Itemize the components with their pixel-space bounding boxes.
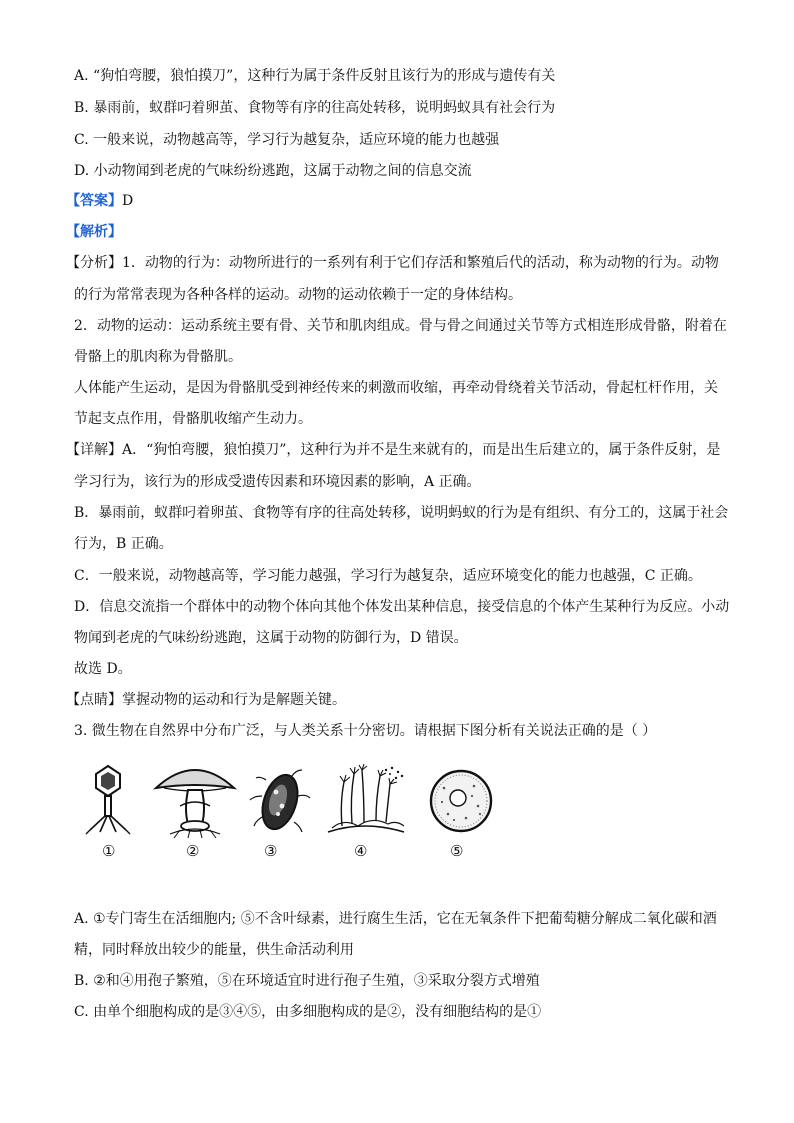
mushroom-illustration <box>150 758 240 840</box>
xiangjie-line-6: D．信息交流指一个群体中的动物个体向其他个体发出某种信息，接受信息的个体产生某种行为反应。小动 <box>74 599 730 615</box>
bacterium-illustration <box>248 766 312 836</box>
q3-option-b: B. ②和④用孢子繁殖，⑤在环境适宜时进行孢子生殖，③采取分裂方式增殖 <box>74 973 540 989</box>
option-b: B. 暴雨前，蚁群叼着卵茧、食物等有序的往高处转移，说明蚂蚁具有社会行为 <box>74 100 556 116</box>
option-a: A. “狗怕弯腰，狼怕摸刀”，这种行为属于条件反射且该行为的形成与遗传有关 <box>74 68 556 84</box>
question-3-stem: 3. 微生物在自然界中分布广泛，与人类关系十分密切。请根据下图分析有关说法正确的是（ ） <box>74 723 657 739</box>
xiangjie-line-5: C．一般来说，动物越高等，学习能力越强，学习行为越复杂，适应环境变化的能力也越强，C 正确。 <box>74 568 702 584</box>
xiangjie-line-7: 物闻到老虎的气味纷纷逃跑，这属于动物的防御行为，D 错误。 <box>74 630 468 646</box>
dianjing-line <box>66 690 346 710</box>
analysis-heading <box>66 222 122 242</box>
fenxi-line-5: 人体能产生运动，是因为骨骼肌受到神经传来的刺激而收缩，再牵动骨绕着关节活动，骨起杠杆作用，关 <box>74 380 718 396</box>
option-d: D. 小动物闻到老虎的气味纷纷逃跑，这属于动物之间的信息交流 <box>74 163 472 179</box>
xiangjie-text-1: A．“狗怕弯腰，狼怕摸刀”，这种行为并不是生来就有的，而是出生后建立的，属于条件反射，是 <box>122 442 721 458</box>
figure-label-2: ② <box>186 842 200 860</box>
fenxi-line-1 <box>66 253 719 273</box>
dianjing-tag: 【点睛】 <box>66 692 122 708</box>
microorganism-figure <box>78 762 498 872</box>
yeast-cell-illustration <box>428 768 494 834</box>
dianjing-text: 掌握动物的运动和行为是解题关键。 <box>122 692 346 708</box>
fenxi-line-3: 2．动物的运动：运动系统主要有骨、关节和肌肉组成。骨与骨之间通过关节等方式相连形成骨骼，附着在 <box>74 318 727 334</box>
mold-illustration <box>324 762 408 838</box>
xiangjie-line-3: B．暴雨前，蚁群叼着卵茧、食物等有序的往高处转移，说明蚂蚁的行为是有组织、有分工的，这属于社会 <box>74 505 729 521</box>
answer-tag: 【答案】 <box>66 193 122 209</box>
xiangjie-line-2: 学习行为，该行为的形成受遗传因素和环境因素的影响，A 正确。 <box>74 474 481 490</box>
fenxi-line-6: 节起支点作用，骨骼肌收缩产生动力。 <box>74 411 312 427</box>
fenxi-text-1: 1．动物的行为：动物所进行的一系列有利于它们存活和繁殖后代的活动，称为动物的行为。动物 <box>122 255 719 271</box>
figure-label-5: ⑤ <box>450 842 464 860</box>
xiangjie-tag: 【详解】 <box>66 442 122 458</box>
fenxi-line-2: 的行为常常表现为各种各样的运动。动物的运动依赖于一定的身体结构。 <box>74 287 522 303</box>
xiangjie-line-4: 行为，B 正确。 <box>74 536 173 552</box>
fenxi-tag: 【分析】 <box>66 255 122 271</box>
figure-label-3: ③ <box>264 842 278 860</box>
option-c: C. 一般来说，动物越高等，学习行为越复杂，适应环境的能力也越强 <box>74 132 500 148</box>
figure-label-1: ① <box>102 842 116 860</box>
xiangjie-line-8: 故选 D。 <box>74 661 132 677</box>
xiangjie-line-1 <box>66 440 720 460</box>
figure-label-4: ④ <box>354 842 368 860</box>
fenxi-line-4: 骨骼上的肌肉称为骨骼肌。 <box>74 349 242 365</box>
analysis-tag: 【解析】 <box>66 224 122 240</box>
bacteriophage-illustration <box>78 762 138 838</box>
answer-line <box>66 191 133 211</box>
q3-option-a-line-2: 精，同时释放出较少的能量，供生命活动利用 <box>74 942 354 958</box>
q3-option-a-line-1: A. ①专门寄生在活细胞内; ⑤不含叶绿素，进行腐生生活，它在无氧条件下把葡萄糖分解成二氧化碳和酒 <box>74 911 717 927</box>
q3-option-c: C. 由单个细胞构成的是③④⑤，由多细胞构成的是②，没有细胞结构的是① <box>74 1004 542 1020</box>
answer-value: D <box>122 193 134 209</box>
